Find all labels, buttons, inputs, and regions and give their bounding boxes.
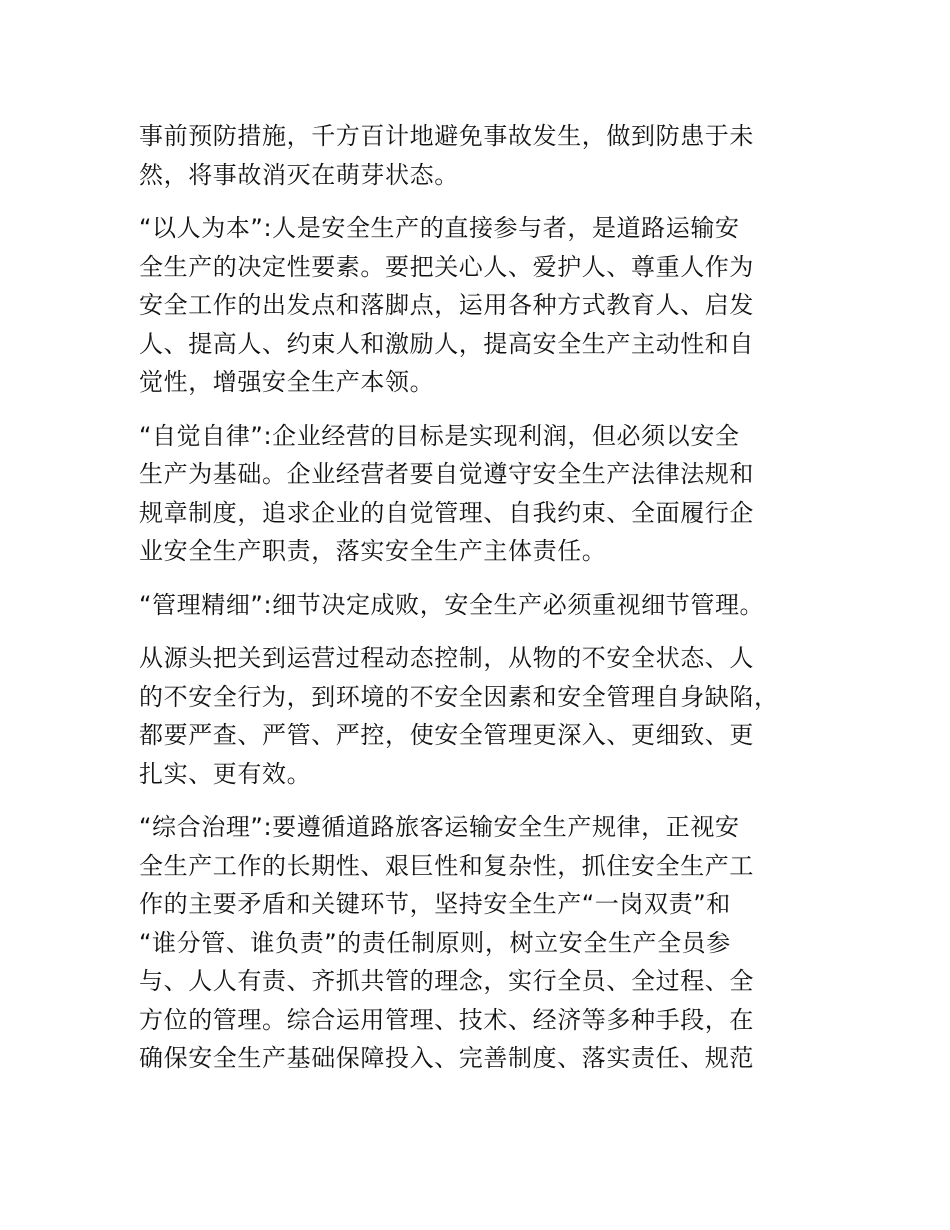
paragraph-line: 规章制度，追求企业的自觉管理、自我约束、全面履行企: [139, 498, 754, 527]
paragraph-line: 都要严查、严管、严控，使安全管理更深入、更细致、更: [139, 721, 754, 749]
paragraph-2: [139, 209, 829, 402]
paragraph-line: 从源头把关到运营过程动态控制，从物的不安全状态、人: [139, 644, 754, 672]
paragraph-line: “自觉自律”:企业经营的目标是实现利润，但必须以安全: [139, 421, 740, 450]
paragraph-line: 的不安全行为，到环境的不安全因素和安全管理自身缺陷，: [139, 682, 779, 711]
paragraph-5: [139, 639, 829, 793]
paragraph-line: 扎实、更有效。: [139, 759, 312, 788]
paragraph-line: 事前预防措施，千方百计地避免事故发生，做到防患于未: [139, 122, 754, 150]
paragraph-line: 全生产工作的长期性、艰巨性和复杂性，抓住安全生产工: [139, 851, 754, 880]
paragraph-line: 安全工作的出发点和落脚点，运用各种方式教育人、启发: [139, 291, 754, 319]
paragraph-line: 然，将事故消灭在萌芽状态。: [139, 160, 459, 189]
paragraph-line: 全生产的决定性要素。要把关心人、爱护人、尊重人作为: [139, 252, 754, 281]
paragraph-4: [139, 586, 829, 625]
paragraph-line: “谁分管、谁负责”的责任制原则，树立安全生产全员参: [139, 928, 731, 957]
paragraph-line: 确保安全生产基础保障投入、完善制度、落实责任、规范: [139, 1044, 754, 1072]
paragraph-line: 人、提高人、约束人和激励人，提高安全生产主动性和自: [139, 329, 754, 358]
paragraph-line: 觉性，增强安全生产本领。: [139, 368, 435, 396]
paragraph-3: [139, 417, 829, 571]
paragraph-line: 生产为基础。企业经营者要自觉遵守安全生产法律法规和: [139, 460, 754, 488]
paragraph-line: 业安全生产职责，落实安全生产主体责任。: [139, 537, 607, 565]
paragraph-line: 作的主要矛盾和关键环节，坚持安全生产“一岗双责”和: [139, 890, 731, 918]
paragraph-line: “综合治理”:要遵循道路旅客运输安全生产规律，正视安: [139, 813, 740, 841]
paragraph-line: “以人为本”:人是安全生产的直接参与者，是道路运输安: [139, 214, 740, 242]
paragraph-line: “管理精细”:细节决定成败，安全生产必须重视细节管理。: [139, 590, 765, 619]
paragraph-6: [139, 808, 829, 1078]
paragraph-line: 与、人人有责、齐抓共管的理念，实行全员、全过程、全: [139, 967, 754, 995]
document-body: [139, 117, 829, 1093]
paragraph-line: 方位的管理。综合运用管理、技术、经济等多种手段，在: [139, 1005, 754, 1034]
paragraph-1: [139, 117, 829, 194]
